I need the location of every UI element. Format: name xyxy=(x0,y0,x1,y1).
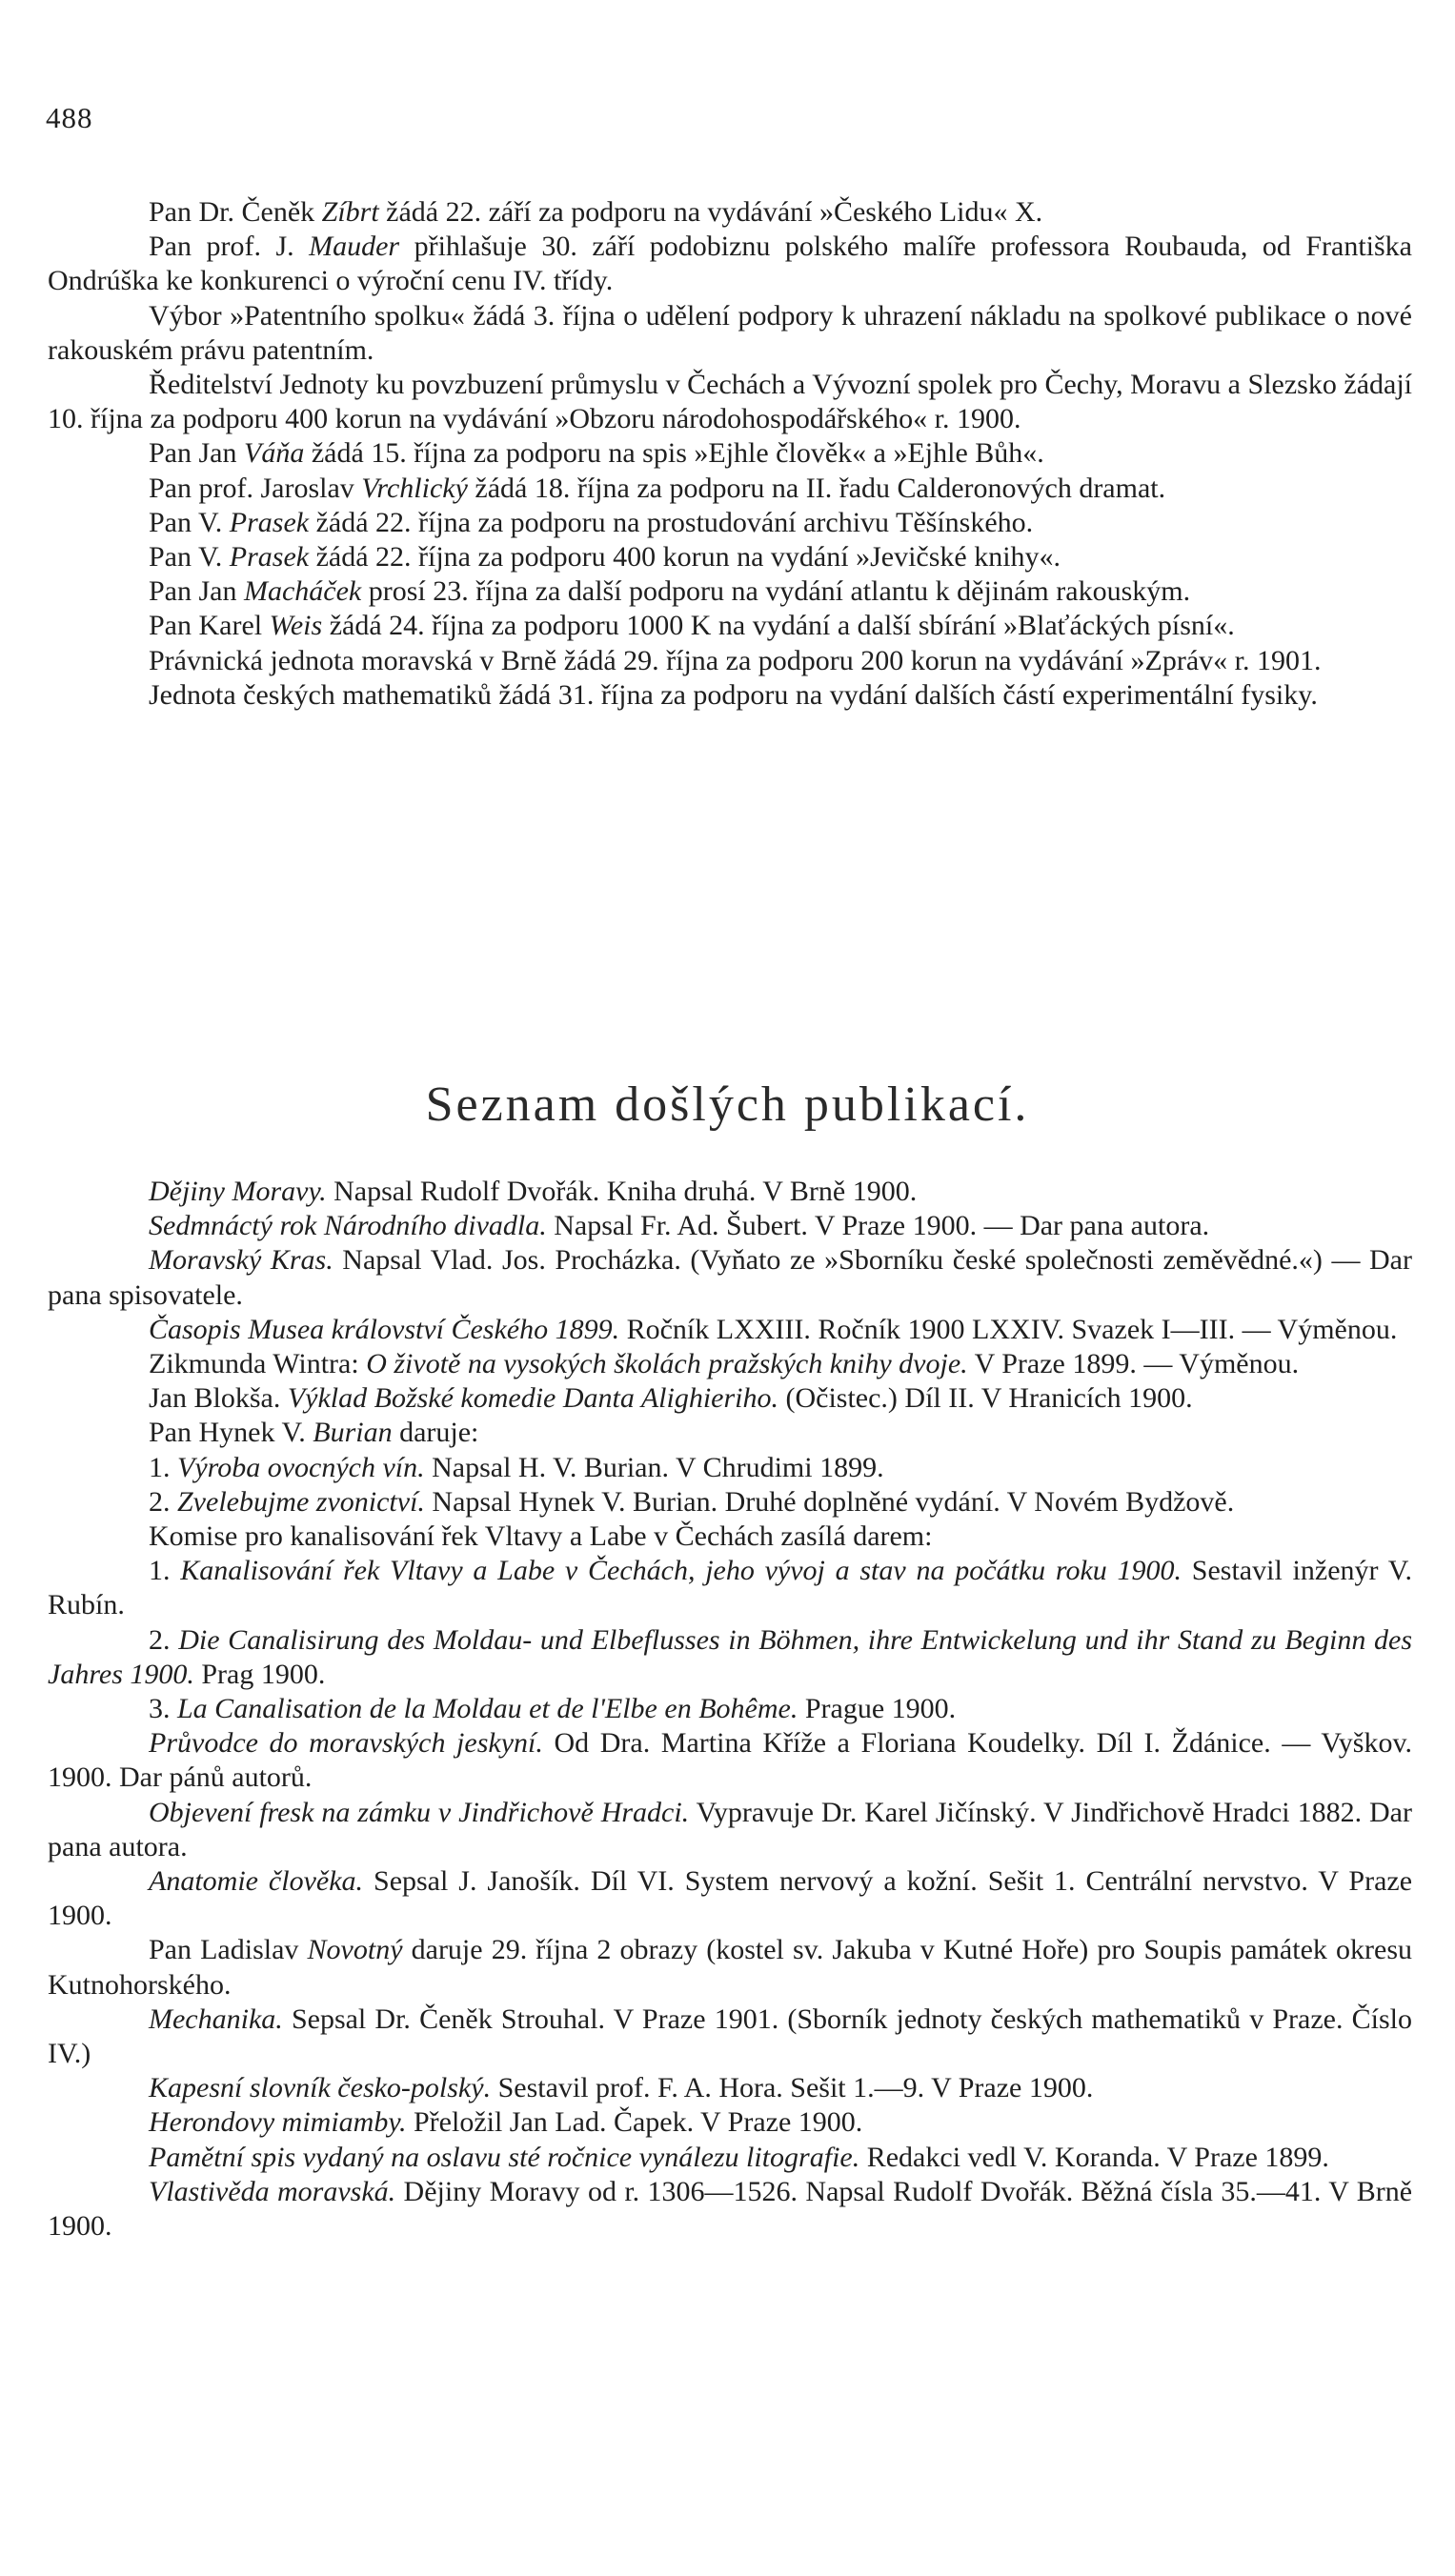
publication-entry: 1. Kanalisování řek Vltavy a Labe v Čechách, jeho vývoj a stav na počátku roku 1900. Sestavil inženýr V. Rubín. xyxy=(48,1555,1412,1621)
page-number: 488 xyxy=(46,101,93,134)
publication-entry: 1. Výroba ovocných vín. Napsal H. V. Burian. V Chrudimi 1899. xyxy=(149,1451,884,1483)
request-entry: Právnická jednota moravská v Brně žádá 29. října za podporu 200 korun na vydávání »Zpráv« r. 1901. xyxy=(149,644,1322,676)
publication-entry: Průvodce do moravských jeskyní. Od Dra. Martina Kříže a Floriana Koudelky. Díl I. Ždánice. — Vyškov. 1900. Dar pánů autorů. xyxy=(48,1727,1412,1794)
publication-entry: Vlastivěda moravská. Dějiny Moravy od r. 1306—1526. Napsal Rudolf Dvořák. Běžná čísla 35.—41. V Brně 1900. xyxy=(48,2175,1413,2243)
publication-entry: 3. La Canalisation de la Moldau et de l'Elbe en Bohême. Prague 1900. xyxy=(149,1693,957,1725)
publication-entry: Moravský Kras. Napsal Vlad. Jos. Procházka. (Vyňato ze »Sborníku české společnosti zeměvědné.«) — Dar pana spisovatele. xyxy=(48,1244,1412,1311)
publications-list xyxy=(48,1175,1412,2244)
request-entry: Pan prof. Jaroslav Vrchlický žádá 18. října za podporu na II. řadu Calderonových dramat. xyxy=(149,472,1166,504)
publication-entry: Komise pro kanalisování řek Vltavy a Labe v Čechách zasílá darem: xyxy=(149,1520,933,1553)
request-entry: Pan Karel Weis žádá 24. října za podporu 1000 K na vydání a další sbírání »Blaťáckých písní«. xyxy=(149,610,1235,642)
publication-entry: Pan Hynek V. Burian daruje: xyxy=(149,1417,479,1449)
publication-entry: Kapesní slovník česko-polský. Sestavil prof. F. A. Hora. Sešit 1.—9. V Praze 1900. xyxy=(149,2072,1094,2104)
request-entry: Pan prof. J. Mauder přihlašuje 30. září podobiznu polského malíře professora Roubauda, od Františka Ondrúška ke konkurenci o výroční cenu IV. třídy. xyxy=(48,231,1413,297)
section-heading: Seznam došlých publikací. xyxy=(425,1077,1030,1132)
publication-entry: Pamětní spis vydaný na oslavu sté ročnice vynálezu litografie. Redakci vedl V. Koranda. V Praze 1899. xyxy=(149,2141,1329,2173)
request-entry: Jednota českých mathematiků žádá 31. října za podporu na vydání dalších částí experimentální fysiky. xyxy=(149,678,1318,711)
publication-entry: Herondovy mimiamby. Přeložil Jan Lad. Čapek. V Praze 1900. xyxy=(149,2106,863,2139)
request-entry: Ředitelství Jednoty ku povzbuzení průmyslu v Čechách a Vývozní spolek pro Čechy, Moravu a Slezsko žádají 10. října za podporu 400 korun na vydávání »Obzoru národohospodářského« r. 1900. xyxy=(48,369,1412,435)
publication-entry: Jan Blokša. Výklad Božské komedie Danta Alighieriho. (Očistec.) Díl II. V Hranicích 1900. xyxy=(149,1382,1193,1415)
requests-list xyxy=(48,195,1412,713)
request-entry: Výbor »Patentního spolku« žádá 3. října o udělení podpory k uhrazení nákladu na spolkové publikace o nové rakouském právu patentním. xyxy=(48,299,1412,366)
publication-entry: Časopis Musea království Českého 1899. Ročník LXXIII. Ročník 1900 LXXIV. Svazek I—III. — Výměnou. xyxy=(149,1313,1398,1345)
publication-entry: Zikmunda Wintra: O životě na vysokých školách pražských knihy dvoje. V Praze 1899. — Výměnou. xyxy=(149,1348,1300,1380)
request-entry: Pan V. Prasek žádá 22. října za podporu 400 korun na vydání »Jevičské knihy«. xyxy=(149,541,1061,574)
request-entry: Pan Jan Macháček prosí 23. října za další podporu na vydání atlantu k dějinám rakouským. xyxy=(149,575,1191,608)
publication-entry: Mechanika. Sepsal Dr. Čeněk Strouhal. V Praze 1901. (Sborník jednoty českých mathematiků v Praze. Číslo IV.) xyxy=(48,2002,1412,2070)
publication-entry: 2. Die Canalisirung des Moldau- und Elbeflusses in Böhmen, ihre Entwickelung und ihr Stand zu Beginn des Jahres 1900. Prag 1900. xyxy=(48,1623,1412,1690)
publication-entry: Pan Ladislav Novotný daruje 29. října 2 obrazy (kostel sv. Jakuba v Kutné Hoře) pro Soupis památek okresu Kutnohorského. xyxy=(48,1934,1412,2001)
request-entry: Pan V. Prasek žádá 22. října za podporu na prostudování archivu Těšínského. xyxy=(149,506,1034,538)
publication-entry: Dějiny Moravy. Napsal Rudolf Dvořák. Kniha druhá. V Brně 1900. xyxy=(149,1176,918,1207)
publication-entry: Anatomie člověka. Sepsal J. Janošík. Díl VI. System nervový a kožní. Sešit 1. Centrální nervstvo. V Praze 1900. xyxy=(48,1865,1413,1932)
publication-entry: Objevení fresk na zámku v Jindřichově Hradci. Vypravuje Dr. Karel Jičínský. V Jindřichově Hradci 1882. Dar pana autora. xyxy=(48,1796,1412,1862)
request-entry: Pan Jan Váňa žádá 15. října za podporu na spis »Ejhle člověk« a »Ejhle Bůh«. xyxy=(149,437,1044,470)
publication-entry: Sedmnáctý rok Národního divadla. Napsal Fr. Ad. Šubert. V Praze 1900. — Dar pana autora. xyxy=(149,1210,1210,1242)
request-entry: Pan Dr. Čeněk Zíbrt žádá 22. září za podporu na vydávání »Českého Lidu« X. xyxy=(149,196,1043,228)
publication-entry: 2. Zvelebujme zvonictví. Napsal Hynek V. Burian. Druhé doplněné vydání. V Novém Bydžově. xyxy=(149,1485,1235,1518)
